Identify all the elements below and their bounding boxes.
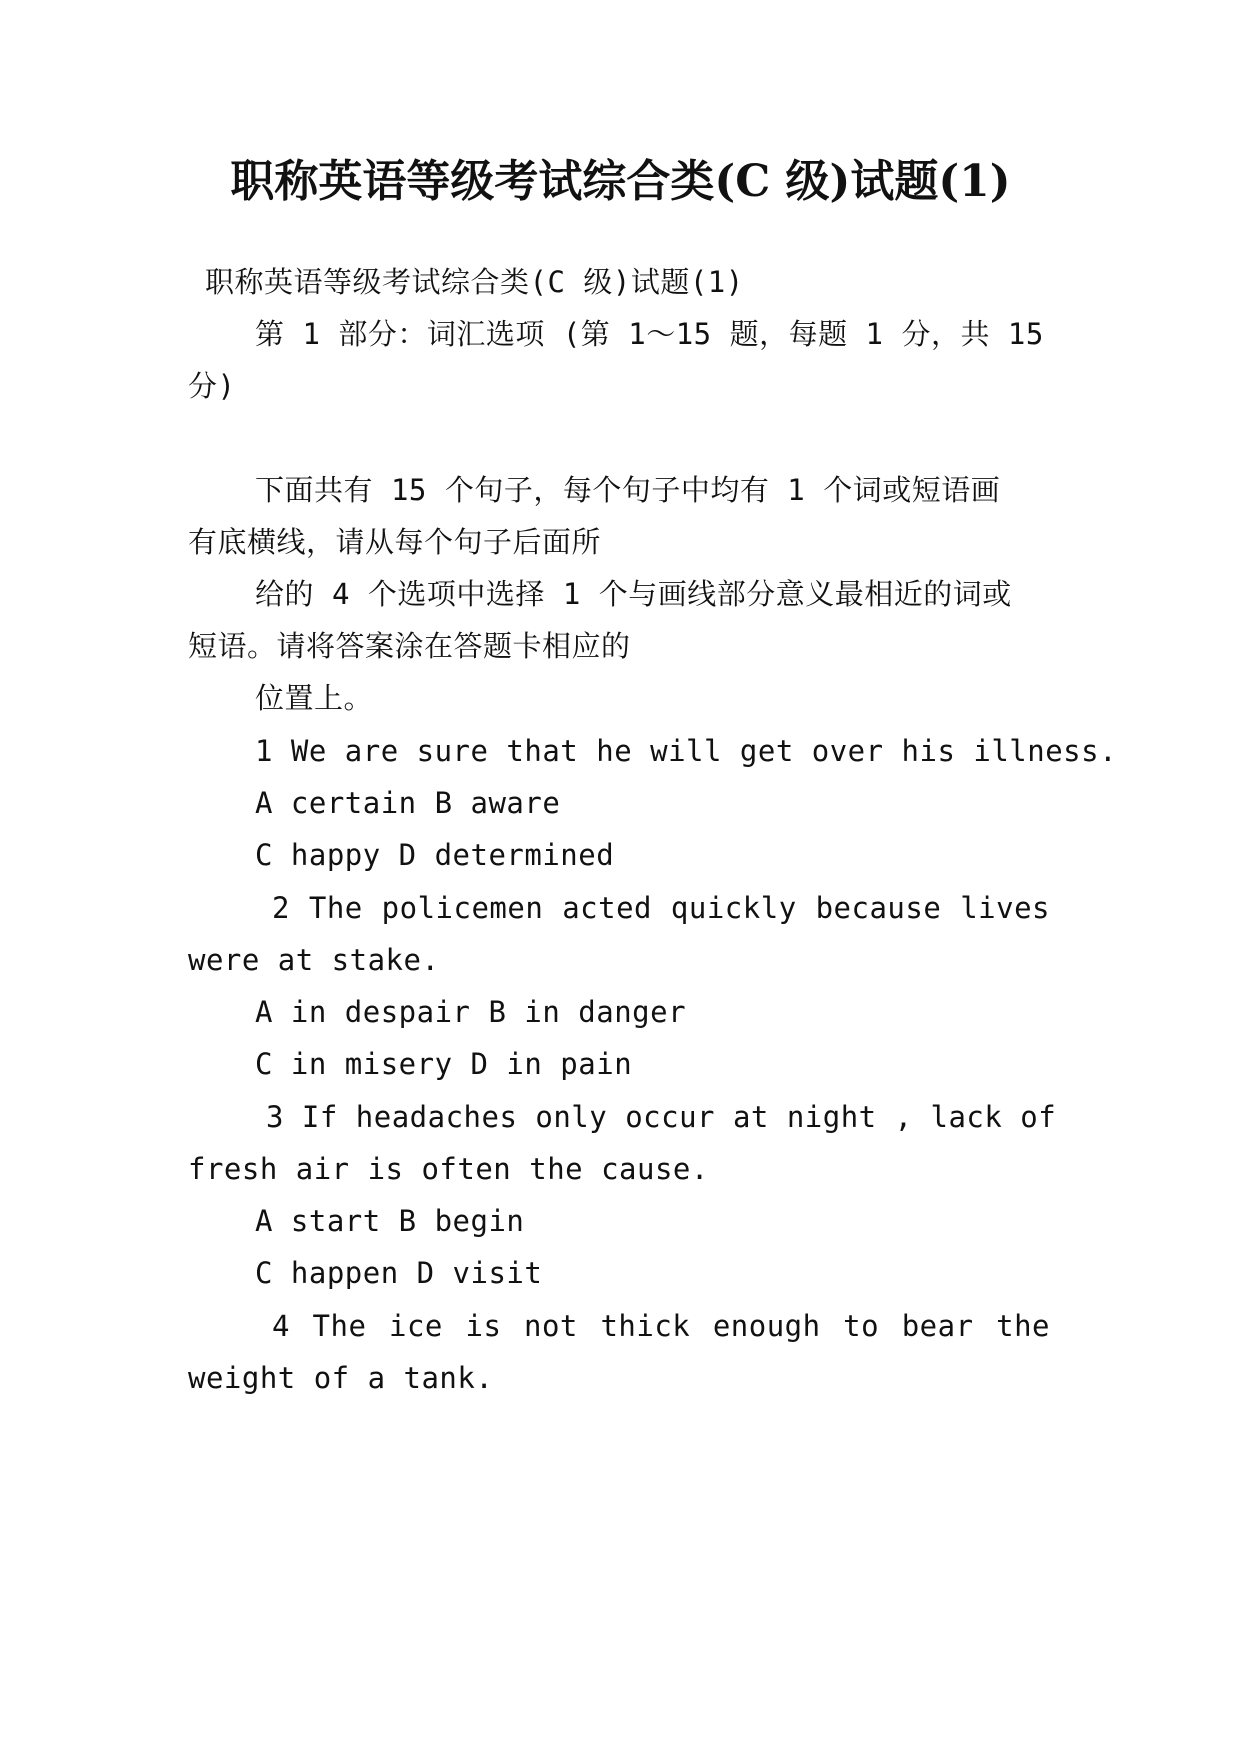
question-3-stem-line-2: fresh air is often the cause.: [188, 1152, 709, 1186]
question-1-options-ab: A certain B aware: [255, 786, 561, 820]
page-title: 职称英语等级考试综合类(C 级)试题(1): [230, 156, 1011, 207]
question-3-options-cd: C happen D visit: [255, 1256, 543, 1290]
part-header-line-1: 第 1 部分：词汇选项 (第 1～15 题，每题 1 分，共 15: [255, 317, 1044, 351]
question-3-options-ab: A start B begin: [255, 1204, 525, 1238]
question-2-options-cd: C in misery D in pain: [255, 1047, 633, 1081]
document-subtitle: 职称英语等级考试综合类(C 级)试题(1): [205, 265, 744, 299]
question-4-stem-line-1: 4 The ice is not thick enough to bear the: [272, 1309, 1050, 1343]
instruction-line-5: 位置上。: [255, 681, 374, 715]
question-4-stem-line-2: weight of a tank.: [188, 1361, 494, 1395]
question-1-options-cd: C happy D determined: [255, 838, 615, 872]
instruction-line-3: 给的 4 个选项中选择 1 个与画线部分意义最相近的词或: [255, 577, 1012, 611]
question-2-stem-line-1: 2 The policemen acted quickly because lives: [272, 891, 1050, 925]
question-2-options-ab: A in despair B in danger: [255, 995, 687, 1029]
instruction-line-2: 有底横线，请从每个句子后面所: [188, 525, 602, 559]
question-2-stem-line-2: were at stake.: [188, 943, 440, 977]
question-1-stem: 1 We are sure that he will get over his illness.: [255, 734, 1118, 768]
question-3-stem-line-1: 3 If headaches only occur at night , lack of: [266, 1100, 1057, 1134]
instruction-line-4: 短语。请将答案涂在答题卡相应的: [188, 629, 631, 663]
part-header-line-2: 分): [188, 369, 236, 403]
instruction-line-1: 下面共有 15 个句子，每个句子中均有 1 个词或短语画: [255, 473, 1001, 507]
